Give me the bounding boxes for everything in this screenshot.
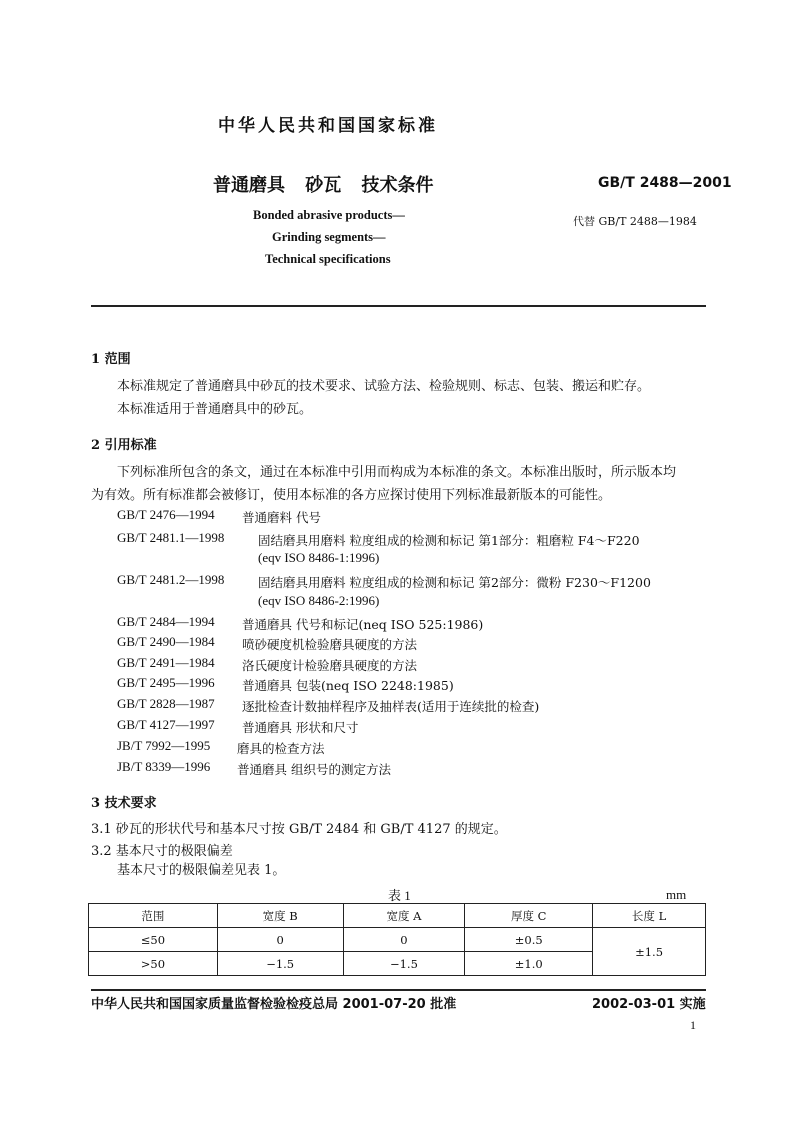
page-number: 1 xyxy=(690,1018,696,1032)
reference-code: JB/T 7992—1995 xyxy=(117,738,211,753)
reference-title: 喷砂硬度机检验磨具硬度的方法 xyxy=(242,637,418,652)
reference-title: 普通磨具 组织号的测定方法 xyxy=(237,762,391,777)
reference-code: JB/T 8339—1996 xyxy=(117,759,211,774)
table-header-cell: 厚度 C xyxy=(465,904,593,928)
english-title-line-3: Technical specifications xyxy=(265,252,391,266)
table-header-cell: 长度 L xyxy=(593,904,706,928)
document-title: 普通磨具 砂瓦 技术条件 xyxy=(213,175,434,196)
reference-code: GB/T 4127—1997 xyxy=(117,717,215,732)
section-2-intro: 下列标准所包含的条文，通过在本标准中引用而构成为本标准的条文。本标准出版时，所示版本均 xyxy=(117,465,677,480)
effective-date: 2002-03-01 实施 xyxy=(592,997,706,1012)
section-3-heading: 3 技术要求 xyxy=(91,796,157,811)
reference-code: GB/T 2495—1996 xyxy=(117,675,215,690)
section-3-1: 3.1 砂瓦的形状代号和基本尺寸按 GB/T 2484 和 GB/T 4127 的规定。 xyxy=(91,822,507,837)
table-header-cell: 宽度 B xyxy=(217,904,343,928)
table-cell: ±0.5 xyxy=(465,928,593,952)
footer-divider xyxy=(91,989,706,991)
section-1-paragraph: 本标准规定了普通磨具中砂瓦的技术要求、试验方法、检验规则、标志、包装、搬运和贮存。 xyxy=(117,379,651,394)
tolerance-table xyxy=(88,903,706,976)
standard-number: GB/T 2488—2001 xyxy=(598,175,732,191)
section-1-heading: 1 范围 xyxy=(91,352,131,367)
reference-code: GB/T 2476—1994 xyxy=(117,507,215,522)
section-2-heading: 2 引用标准 xyxy=(91,438,157,453)
section-3-2-text: 基本尺寸的极限偏差见表 1。 xyxy=(117,863,286,878)
reference-code: GB/T 2481.1—1998 xyxy=(117,530,225,545)
reference-title: 磨具的检查方法 xyxy=(237,741,325,756)
approval-line: 中华人民共和国国家质量监督检验检疫总局 2001-07-20 批准 xyxy=(91,997,457,1012)
reference-code: GB/T 2490—1984 xyxy=(117,634,215,649)
reference-code: GB/T 2828—1987 xyxy=(117,696,215,711)
table-unit: mm xyxy=(666,887,687,902)
reference-title: 固结磨具用磨料 粒度组成的检测和标记 第1部分：粗磨粒 F4～F220 xyxy=(258,533,640,548)
table-cell: ±1.0 xyxy=(465,952,593,976)
table-cell: −1.5 xyxy=(217,952,343,976)
section-2-intro: 为有效。所有标准都会被修订，使用本标准的各方应探讨使用下列标准最新版本的可能性。 xyxy=(91,488,612,503)
table-cell-length: ±1.5 xyxy=(593,928,706,976)
reference-code: GB/T 2491—1984 xyxy=(117,655,215,670)
table-header-cell: 范围 xyxy=(89,904,218,928)
table-row xyxy=(89,928,706,952)
reference-code: GB/T 2484—1994 xyxy=(117,614,215,629)
section-1-paragraph: 本标准适用于普通磨具中的砂瓦。 xyxy=(117,402,313,417)
replaces-standard: 代替 GB/T 2488—1984 xyxy=(573,215,697,228)
reference-equivalent: (eqv ISO 8486-2:1996) xyxy=(258,593,380,608)
table-cell: >50 xyxy=(89,952,218,976)
reference-title: 洛氏硬度计检验磨具硬度的方法 xyxy=(242,658,418,673)
reference-title: 普通磨具 代号和标记(neq ISO 525:1986) xyxy=(242,617,484,632)
reference-title: 固结磨具用磨料 粒度组成的检测和标记 第2部分：微粉 F230～F1200 xyxy=(258,575,651,590)
reference-title: 普通磨料 代号 xyxy=(242,510,321,525)
table-header-cell: 宽度 A xyxy=(343,904,465,928)
table-caption: 表 1 xyxy=(388,888,411,903)
section-3-2-heading: 3.2 基本尺寸的极限偏差 xyxy=(91,844,233,859)
reference-title: 普通磨具 包装(neq ISO 2248:1985) xyxy=(242,678,454,693)
english-title-line-2: Grinding segments— xyxy=(272,230,386,244)
table-header-row xyxy=(89,904,706,928)
table-cell: ≤50 xyxy=(89,928,218,952)
table-cell: 0 xyxy=(217,928,343,952)
english-title-line-1: Bonded abrasive products— xyxy=(253,208,405,222)
reference-code: GB/T 2481.2—1998 xyxy=(117,572,225,587)
reference-equivalent: (eqv ISO 8486-1:1996) xyxy=(258,550,380,565)
national-standard-title: 中华人民共和国国家标准 xyxy=(218,116,438,136)
header-divider xyxy=(91,305,706,307)
table-cell: −1.5 xyxy=(343,952,465,976)
reference-title: 普通磨具 形状和尺寸 xyxy=(242,720,359,735)
table-cell: 0 xyxy=(343,928,465,952)
reference-title: 逐批检查计数抽样程序及抽样表(适用于连续批的检查) xyxy=(242,699,540,714)
